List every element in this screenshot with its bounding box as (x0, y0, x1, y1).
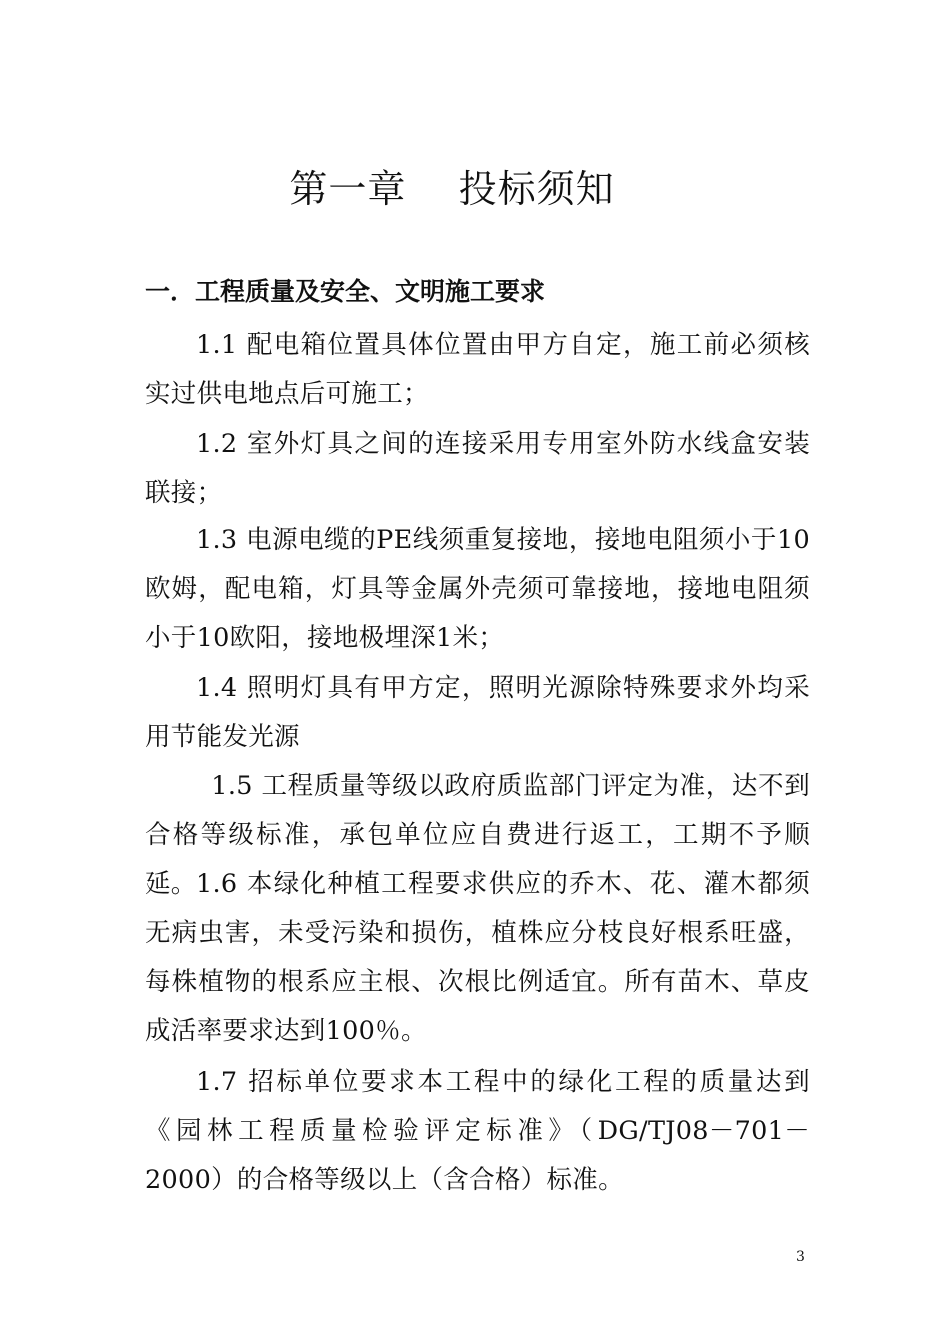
paragraph-1-6: 1.6 本绿化种植工程要求供应的乔木、花、灌木都须无病虫害，未受污染和损伤，植株应分枝良好根系旺盛，每株植物的根系应主根、次根比例适宜。所有苗木、草皮成活率要求达到100％。 (145, 869, 810, 1046)
paragraph-1-5: 1.5 工程质量等级以政府质监部门评定为准，达不到合格等级标准，承包单位应自费进行返工，工期不予顺延。 (145, 771, 810, 899)
page-number: 3 (796, 1249, 805, 1265)
paragraph-1-1: 1.1 配电箱位置具体位置由甲方自定，施工前必须核实过供电地点后可施工； (145, 330, 810, 409)
paragraph-1-3: 1.3 电源电缆的PE线须重复接地，接地电阻须小于10欧姆，配电箱，灯具等金属外壳须可靠接地，接地电阻须小于10欧阳，接地极埋深1米； (145, 525, 810, 653)
paragraph-1-4: 1.4 照明灯具有甲方定，照明光源除特殊要求外均采用节能发光源 (145, 673, 810, 752)
section-heading: 一．工程质量及安全、文明施工要求 (145, 277, 546, 306)
page-title: 第一章 投标须知 (289, 167, 615, 211)
paragraph-1-7: 1.7 招标单位要求本工程中的绿化工程的质量达到《园林工程质量检验评定标准》（DG/TJ08－701－2000）的合格等级以上（含合格）标准。 (145, 1067, 810, 1195)
paragraph-1-2: 1.2 室外灯具之间的连接采用专用室外防水线盒安装联接； (145, 429, 810, 508)
